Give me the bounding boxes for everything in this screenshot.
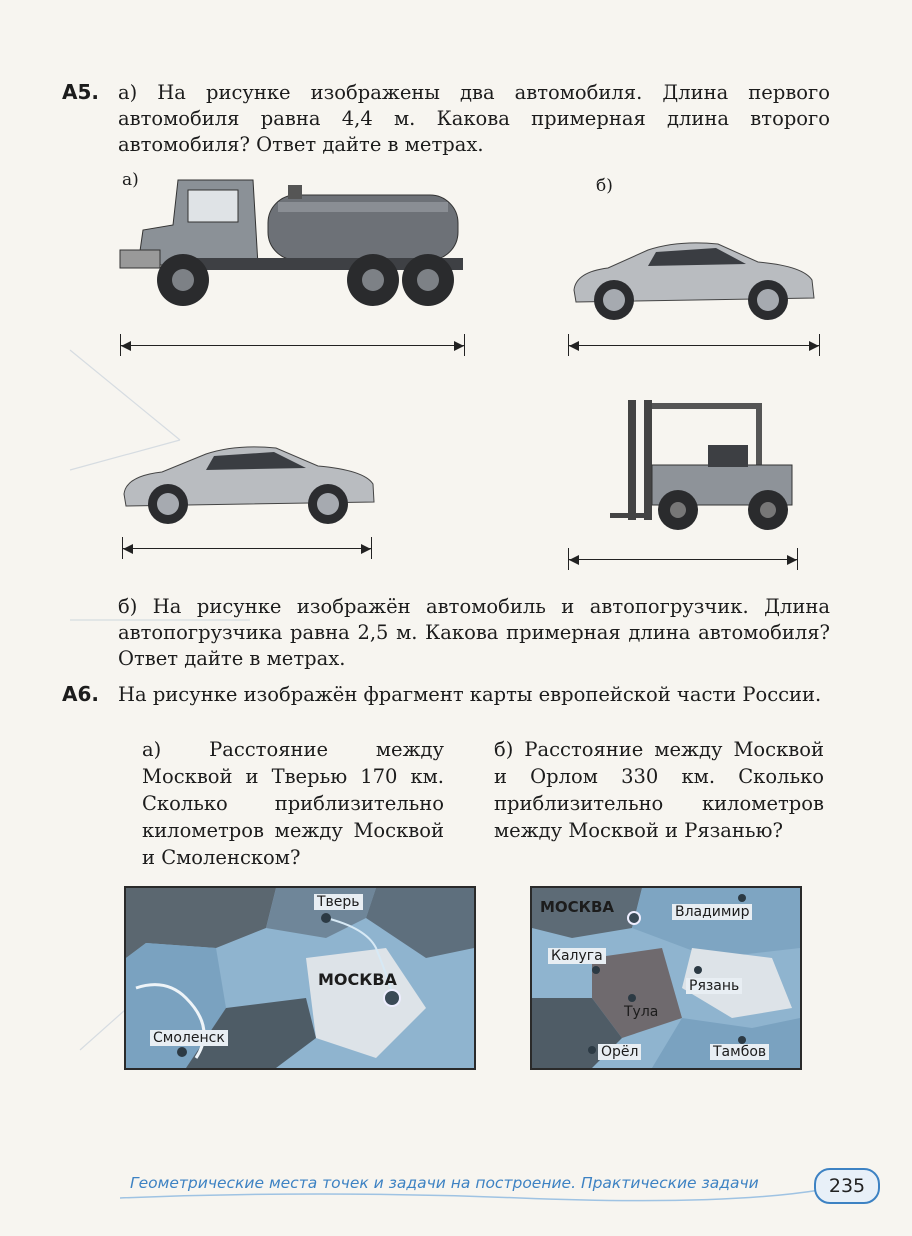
problem-a5-text-a: а) На рисунке изображены два автомобиля. Длина первого автомобиля равна 4,4 м. Какова примерная длина второго автомобиля? Ответ дайте в метрах. xyxy=(118,81,830,156)
map1-label-tver: Тверь xyxy=(314,894,363,910)
forklift-length-dimension xyxy=(568,554,798,566)
map2-label-tula: Тула xyxy=(624,1004,659,1020)
problem-a6-label: А6. xyxy=(62,682,99,706)
truck-illustration xyxy=(118,170,468,320)
map2-label-ryazan: Рязань xyxy=(686,978,742,994)
car-illustration-bottom xyxy=(118,432,378,532)
problem-a6-intro: На рисунке изображён фрагмент карты европейской части России. xyxy=(118,683,822,706)
map-moscow-ryazan-orel xyxy=(530,886,802,1070)
truck-length-dimension xyxy=(120,340,465,352)
car-illustration-top xyxy=(568,228,818,328)
map2-label-tambov: Тамбов xyxy=(710,1044,769,1060)
page-footer xyxy=(120,1160,890,1206)
footer-chapter-title: Геометрические места точек и задачи на построение. Практические задачи xyxy=(130,1174,759,1192)
map1-label-moscow: МОСКВА xyxy=(318,970,397,989)
map2-label-kaluga: Калуга xyxy=(548,948,606,964)
map1-label-smolensk: Смоленск xyxy=(150,1030,228,1046)
problem-a5-text-b: б) На рисунке изображён автомобиль и автопогрузчик. Длина автопогрузчика равна 2,5 м. Какова примерная длина автомобиля? Ответ дайте в метрах. xyxy=(118,595,830,670)
map-moscow-tver-smolensk xyxy=(124,886,476,1070)
page-number: 235 xyxy=(814,1168,880,1204)
map2-label-vladimir: Владимир xyxy=(672,904,752,920)
forklift-illustration xyxy=(608,395,798,535)
map2-label-moscow: МОСКВА xyxy=(540,898,614,916)
figure-b-label: б) xyxy=(596,176,613,196)
problem-a5-label: А5. xyxy=(62,80,99,104)
problem-a6-part-a: а) Расстояние между Москвой и Тверью 170 км. Сколько приблизительно километров между Москвой и Смоленском? xyxy=(142,738,444,869)
map2-label-orel: Орёл xyxy=(598,1044,641,1060)
problem-a6-part-b: б) Расстояние между Москвой и Орлом 330 км. Сколько приблизительно километров между Москвой и Рязанью? xyxy=(494,738,824,842)
figure-a-label: а) xyxy=(122,170,139,190)
car-length-dimension-top xyxy=(568,340,820,352)
car-length-dimension-bottom xyxy=(122,543,372,555)
